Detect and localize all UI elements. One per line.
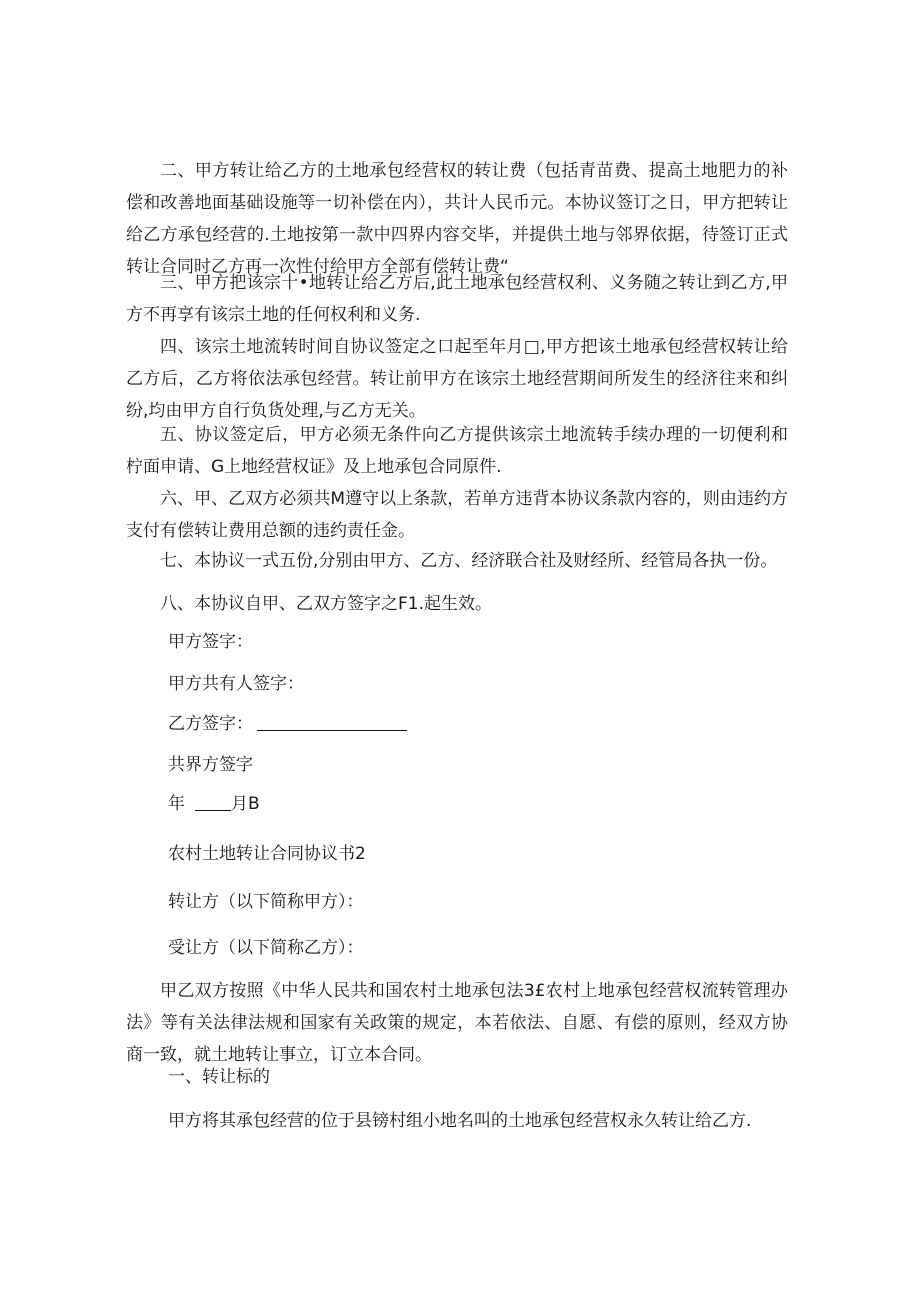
party-a-coowner-signature: 甲方共有人签字：	[168, 674, 304, 694]
party-b-signature-line	[168, 708, 407, 740]
section-1-heading: 一、转让标的	[168, 1067, 270, 1087]
clause-6: 六、甲、乙双方必须共M遵守以上条款，若单方违背本协议条款内容的，则由违约方支付有偿转让费用总额的违约责任金。	[126, 489, 788, 541]
party-a-signature: 甲方签字：	[168, 632, 253, 652]
signature-blank	[257, 712, 407, 731]
date-year: 年	[168, 794, 185, 814]
boundary-party-signature: 共界方签字	[168, 755, 253, 775]
clause-5: 五、协议签定后，甲方必须无条件向乙方提供该宗土地流转手续办理的一切便利和柠面申请、G上地经营权证》及上地承包合同原件.	[126, 425, 788, 477]
contract-2-preamble: 甲乙双方按照《中华人民共和国农村土地承包法3£农村上地承包经营权流转管理办法》等有关法律法规和国家有关政策的规定，本若依法、自愿、有偿的原则，经双方协商一致，就土地转让事立，订立本合同。	[126, 981, 788, 1065]
month-blank	[195, 792, 231, 811]
clause-2: 二、甲方转让给乙方的土地承包经营权的转让费（包括青苗费、提高土地肥力的补偿和改善地面基础设施等一切补偿在内），共计人民币元。本协议签订之日，甲方把转让给乙方承包经营的.土地按第一款中四界内容交毕，并提供土地与邻界依据，待签订正式转让合同时乙方再一次性付给甲方全部有偿转让费“	[126, 161, 788, 277]
clause-8: 八、本协议自甲、乙双方签字之F1.起生效。	[160, 594, 492, 614]
party-b-signature-label: 乙方签字：	[168, 714, 253, 734]
transferor-line: 转让方（以下简称甲方）：	[168, 892, 364, 912]
contract-2-title: 农村土地转让合同协议书2	[168, 844, 366, 864]
section-1-text: 甲方将其承包经营的位于县镑村组小地名叫的土地承包经营权永久转让给乙方.	[168, 1111, 752, 1131]
clause-3: 三、甲方把该宗十•地转让给乙方后,此土地承包经营权利、义务随之转让到乙方,甲方不再享有该宗土地的任何权利和义务.	[126, 273, 788, 325]
clause-4: 四、该宗土地流转时间自协议签定之口起至年月□,甲方把该土地承包经营权转让给乙方后，乙方将依法承包经营。转让前甲方在该宗土地经营期间所发生的经济往来和纠纷,均由甲方自行负货处理,与乙方无关。	[126, 337, 788, 421]
date-month-day: 月B	[231, 794, 260, 814]
date-line	[168, 788, 260, 820]
clause-7: 七、本协议一式五份,分别由甲方、乙方、经济联合社及财经所、经管局各执一份。	[160, 551, 778, 571]
transferee-line: 受让方（以下简称乙方）：	[168, 938, 364, 958]
